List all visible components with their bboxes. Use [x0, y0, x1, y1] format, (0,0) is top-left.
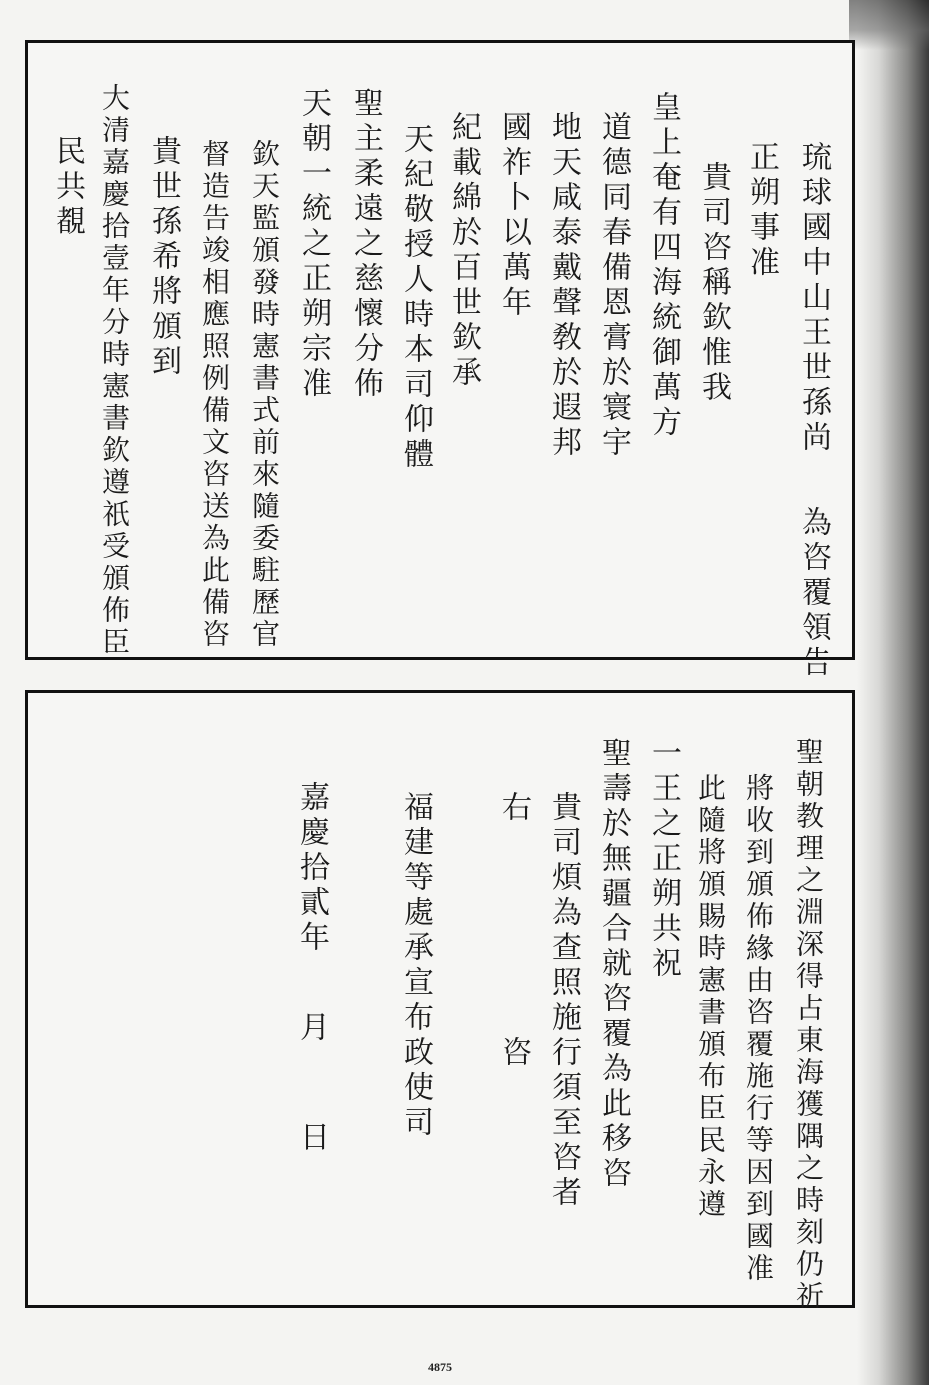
column-text: 嘉慶拾貳年	[294, 781, 329, 956]
book-spine-shadow	[857, 0, 929, 1385]
text-column: 地天咸泰戴聲敎於遐邦	[546, 111, 581, 461]
text-column: 國祚卜以萬年	[496, 111, 531, 321]
text-column: 聖主柔遠之慈懷分佈	[348, 87, 383, 402]
text-column: 貴司煩為查照施行須至咨者	[546, 791, 581, 1211]
document-panel-top	[25, 40, 855, 681]
text-column: 大清嘉慶拾壹年分時憲書欽遵祇受頒佈臣	[98, 83, 131, 659]
text-column: 道德同春備恩膏於寰宇	[596, 111, 631, 461]
text-column: 天朝一統之正朔宗准	[296, 87, 331, 402]
text-column	[796, 141, 831, 681]
text-column: 將收到頒佈緣由咨覆施行等因到國准	[742, 773, 775, 1285]
column-text: 右	[496, 791, 531, 826]
text-column: 聖壽於無疆合就咨覆為此移咨	[596, 737, 631, 1192]
text-column: 民共覩	[50, 135, 85, 240]
page-number: 4875	[428, 1360, 452, 1374]
text-column: 貴司咨稱欽惟我	[696, 161, 731, 406]
text-column: 福建等處承宣布政使司	[398, 791, 433, 1141]
text-column: 一王之正朔共祝	[646, 737, 681, 982]
text-column: 督造告竣相應照例備文咨送為此備咨	[198, 139, 231, 651]
text-column: 天紀敬授人時本司仰體	[398, 123, 433, 473]
book-corner-shadow	[849, 0, 929, 50]
text-column	[294, 781, 329, 1156]
text-column: 紀載綿於百世欽承	[446, 111, 481, 391]
text-column: 正朔事准	[744, 141, 779, 281]
text-column: 貴世孫希將頒到	[146, 135, 181, 380]
text-column: 皇上奄有四海統御萬方	[646, 91, 681, 441]
text-column: 聖朝教理之淵深得占東海獲隅之時刻仍祈	[792, 737, 825, 1313]
column-text: 琉球國中山王世孫尚	[796, 141, 831, 456]
column-text: 日	[294, 1121, 329, 1156]
column-text: 為咨覆領告	[796, 506, 831, 681]
document-panel-bottom	[25, 690, 855, 1313]
text-column: 欽天監頒發時憲書式前來隨委駐歷官	[248, 139, 281, 651]
column-text: 咨	[496, 1036, 531, 1071]
column-text: 月	[294, 1011, 329, 1046]
text-column	[496, 791, 531, 1071]
text-column: 此隨將頒賜時憲書頒布臣民永遵	[694, 773, 727, 1221]
